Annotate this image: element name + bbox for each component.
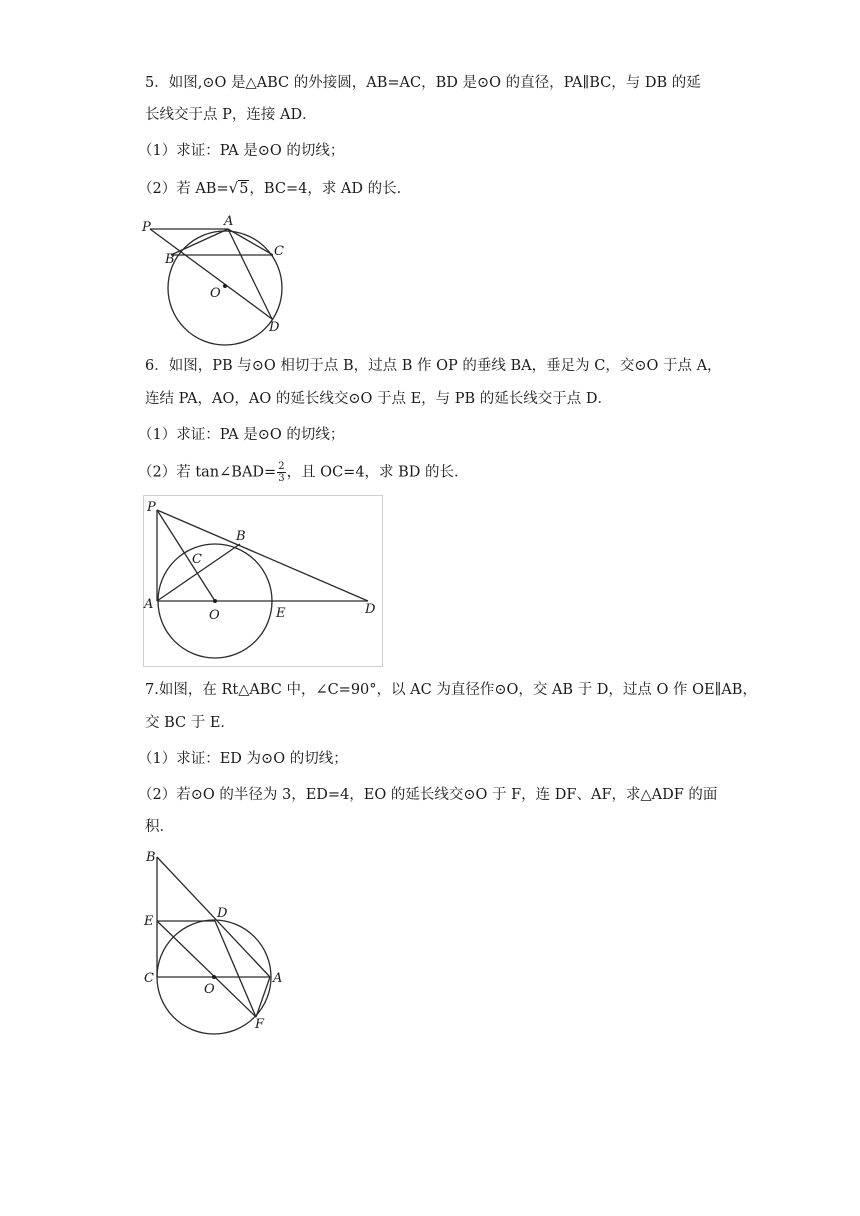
q5-line-PD — [150, 229, 272, 319]
q7-label-O: O — [204, 982, 215, 997]
q6-label-E: E — [276, 606, 286, 621]
q7-figure — [140, 845, 290, 1040]
q6-label-P: P — [147, 500, 156, 515]
q6-part2 — [138, 461, 469, 484]
q5-sqrt-value: 5 — [239, 181, 249, 197]
q5-label-O: O — [210, 286, 221, 301]
q6-label-C: C — [192, 552, 202, 567]
q5-line-AB — [171, 229, 228, 255]
q6-line-PD — [157, 510, 368, 601]
q5-text-line1: 5．如图,⊙O 是△ABC 的外接圆，AB=AC，BD 是⊙O 的直径，PA∥BC，与 DB 的延 — [145, 75, 701, 91]
q5-label-B: B — [165, 252, 175, 267]
q6-center-dot — [213, 599, 217, 603]
q5-part2 — [138, 178, 411, 199]
q7-label-B: B — [146, 850, 156, 865]
q7-line-BA — [157, 857, 270, 977]
q6-fraction-numerator: 2 — [278, 461, 285, 472]
q6-text-line1: 6．如图，PB 与⊙O 相切于点 B，过点 B 作 OP 的垂线 BA，垂足为 C，交⊙O 于点 A， — [145, 358, 722, 374]
q6-fraction-denominator: 3 — [278, 473, 285, 484]
q5-label-D: D — [269, 320, 280, 335]
q7-label-C: C — [144, 971, 154, 986]
q5-label-C: C — [274, 244, 284, 259]
q7-label-A: A — [273, 971, 283, 986]
q7-part1: （1）求证：ED 为⊙O 的切线； — [138, 751, 348, 767]
q7-text-line2: 交 BC 于 E． — [145, 715, 235, 731]
q6-line-PO — [157, 510, 215, 601]
q5-label-A: A — [224, 214, 234, 229]
q7-line-DF — [215, 921, 256, 1017]
q7-label-E: E — [144, 914, 154, 929]
q7-text-line1: 7.如图，在 Rt△ABC 中，∠C=90°，以 AC 为直径作⊙O，交 AB 于 D，过点 O 作 OE∥AB， — [145, 682, 757, 698]
q5-label-P: P — [142, 220, 151, 235]
q6-figure-frame — [144, 496, 383, 667]
q6-part2-prefix: （2）若 tan∠BAD= — [138, 464, 277, 481]
q7-label-D: D — [217, 906, 228, 921]
q7-center-dot — [212, 975, 216, 979]
q7-part2-continued: 积． — [145, 819, 174, 835]
sqrt-symbol: √5 — [228, 179, 249, 197]
q6-part1: （1）求证：PA 是⊙O 的切线； — [138, 427, 345, 443]
q6-figure — [143, 495, 385, 670]
q5-part2-prefix: （2）若 AB= — [138, 181, 229, 197]
q5-part1: （1）求证：PA 是⊙O 的切线； — [138, 143, 345, 159]
q6-label-D: D — [365, 602, 376, 617]
q6-label-B: B — [236, 529, 246, 544]
q6-part2-suffix: ，且 OC=4，求 BD 的长． — [286, 464, 469, 481]
q7-part2: （2）若⊙O 的半径为 3，ED=4，EO 的延长线交⊙O 于 F，连 DF、AF，求△ADF 的面 — [138, 787, 718, 803]
q7-line-EF — [157, 921, 256, 1017]
q6-fraction — [277, 461, 285, 484]
q6-text-line2: 连结 PA，AO，AO 的延长线交⊙O 于点 E，与 PB 的延长线交于点 D． — [145, 391, 613, 407]
q5-part2-suffix: ，BC=4，求 AD 的长． — [249, 181, 412, 197]
q6-label-O: O — [209, 608, 220, 623]
q7-label-F: F — [255, 1017, 265, 1032]
q5-center-dot — [223, 284, 227, 288]
q5-figure — [140, 215, 290, 345]
q5-text-line2: 长线交于点 P，连接 AD． — [145, 107, 317, 123]
q5-line-AD — [228, 229, 272, 319]
q6-label-A: A — [144, 597, 154, 612]
